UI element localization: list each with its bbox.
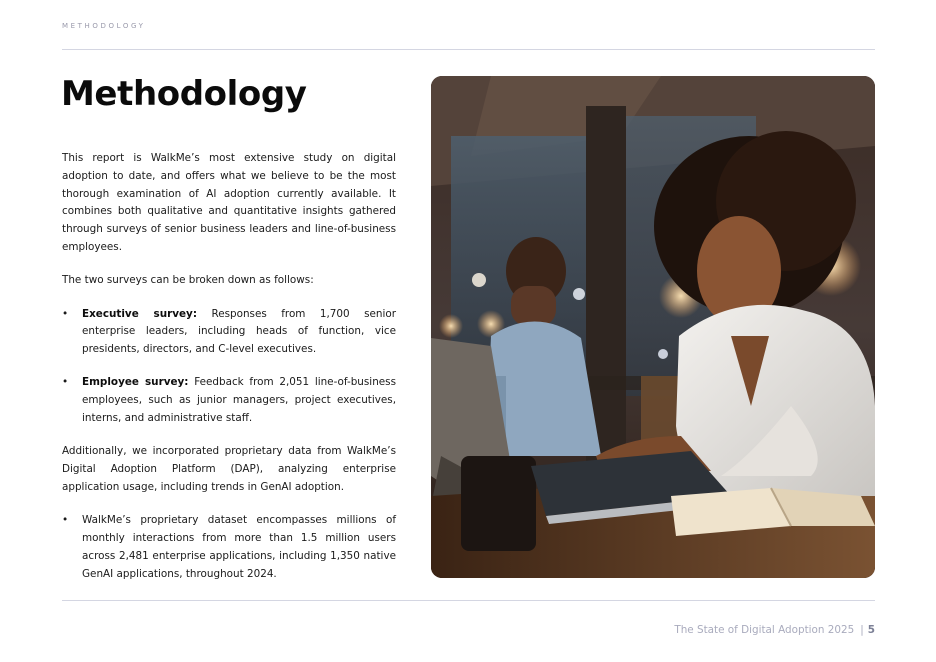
footer [674, 624, 875, 636]
page-title: Methodology [61, 74, 307, 114]
dataset-list [62, 512, 396, 583]
page-number: 5 [867, 624, 875, 636]
list-item [62, 374, 396, 427]
header-divider [62, 49, 875, 50]
bullet: • [62, 514, 69, 527]
surveys-intro-paragraph: The two surveys can be broken down as follows: [62, 274, 314, 287]
survey-lead: Employee survey: [82, 376, 189, 389]
list-item [62, 306, 396, 359]
bullet: • [62, 376, 69, 389]
survey-lead: Executive survey: [82, 307, 197, 320]
additional-data-paragraph: Additionally, we incorporated proprietary data from WalkMe’s Digital Adoption Platform (DAP), analyzing enterprise application usage, including trends in GenAI adoption. [62, 445, 396, 493]
intro-paragraph: This report is WalkMe’s most extensive study on digital adoption to date, and offers what we believe to be the most thorough examination of AI adoption currently available. It combines both qualitative and quantitative insights gathered through surveys of senior business leaders and line-of-business employees. [62, 152, 396, 253]
office-workers-photo [431, 76, 875, 578]
footer-separator: | [860, 624, 864, 636]
survey-text: Feedback from 2,051 line-of-business employees, such as junior managers, project executives, interns, and administrative staff. [82, 376, 396, 425]
body-text-column [62, 150, 396, 599]
list-item [62, 512, 396, 583]
report-title: The State of Digital Adoption 2025 [674, 624, 855, 636]
survey-text: Responses from 1,700 senior enterprise leaders, including heads of function, vice presidents, directors, and C-level executives. [82, 307, 396, 356]
bullet: • [62, 307, 69, 320]
dataset-text: WalkMe’s proprietary dataset encompasses millions of monthly interactions from more than 1.5 million users across 2,481 enterprise applications, including 1,350 native GenAI applications, throughout 2024. [82, 514, 396, 580]
surveys-list [62, 306, 396, 428]
footer-divider [62, 600, 875, 601]
section-label: METHODOLOGY [62, 22, 146, 30]
